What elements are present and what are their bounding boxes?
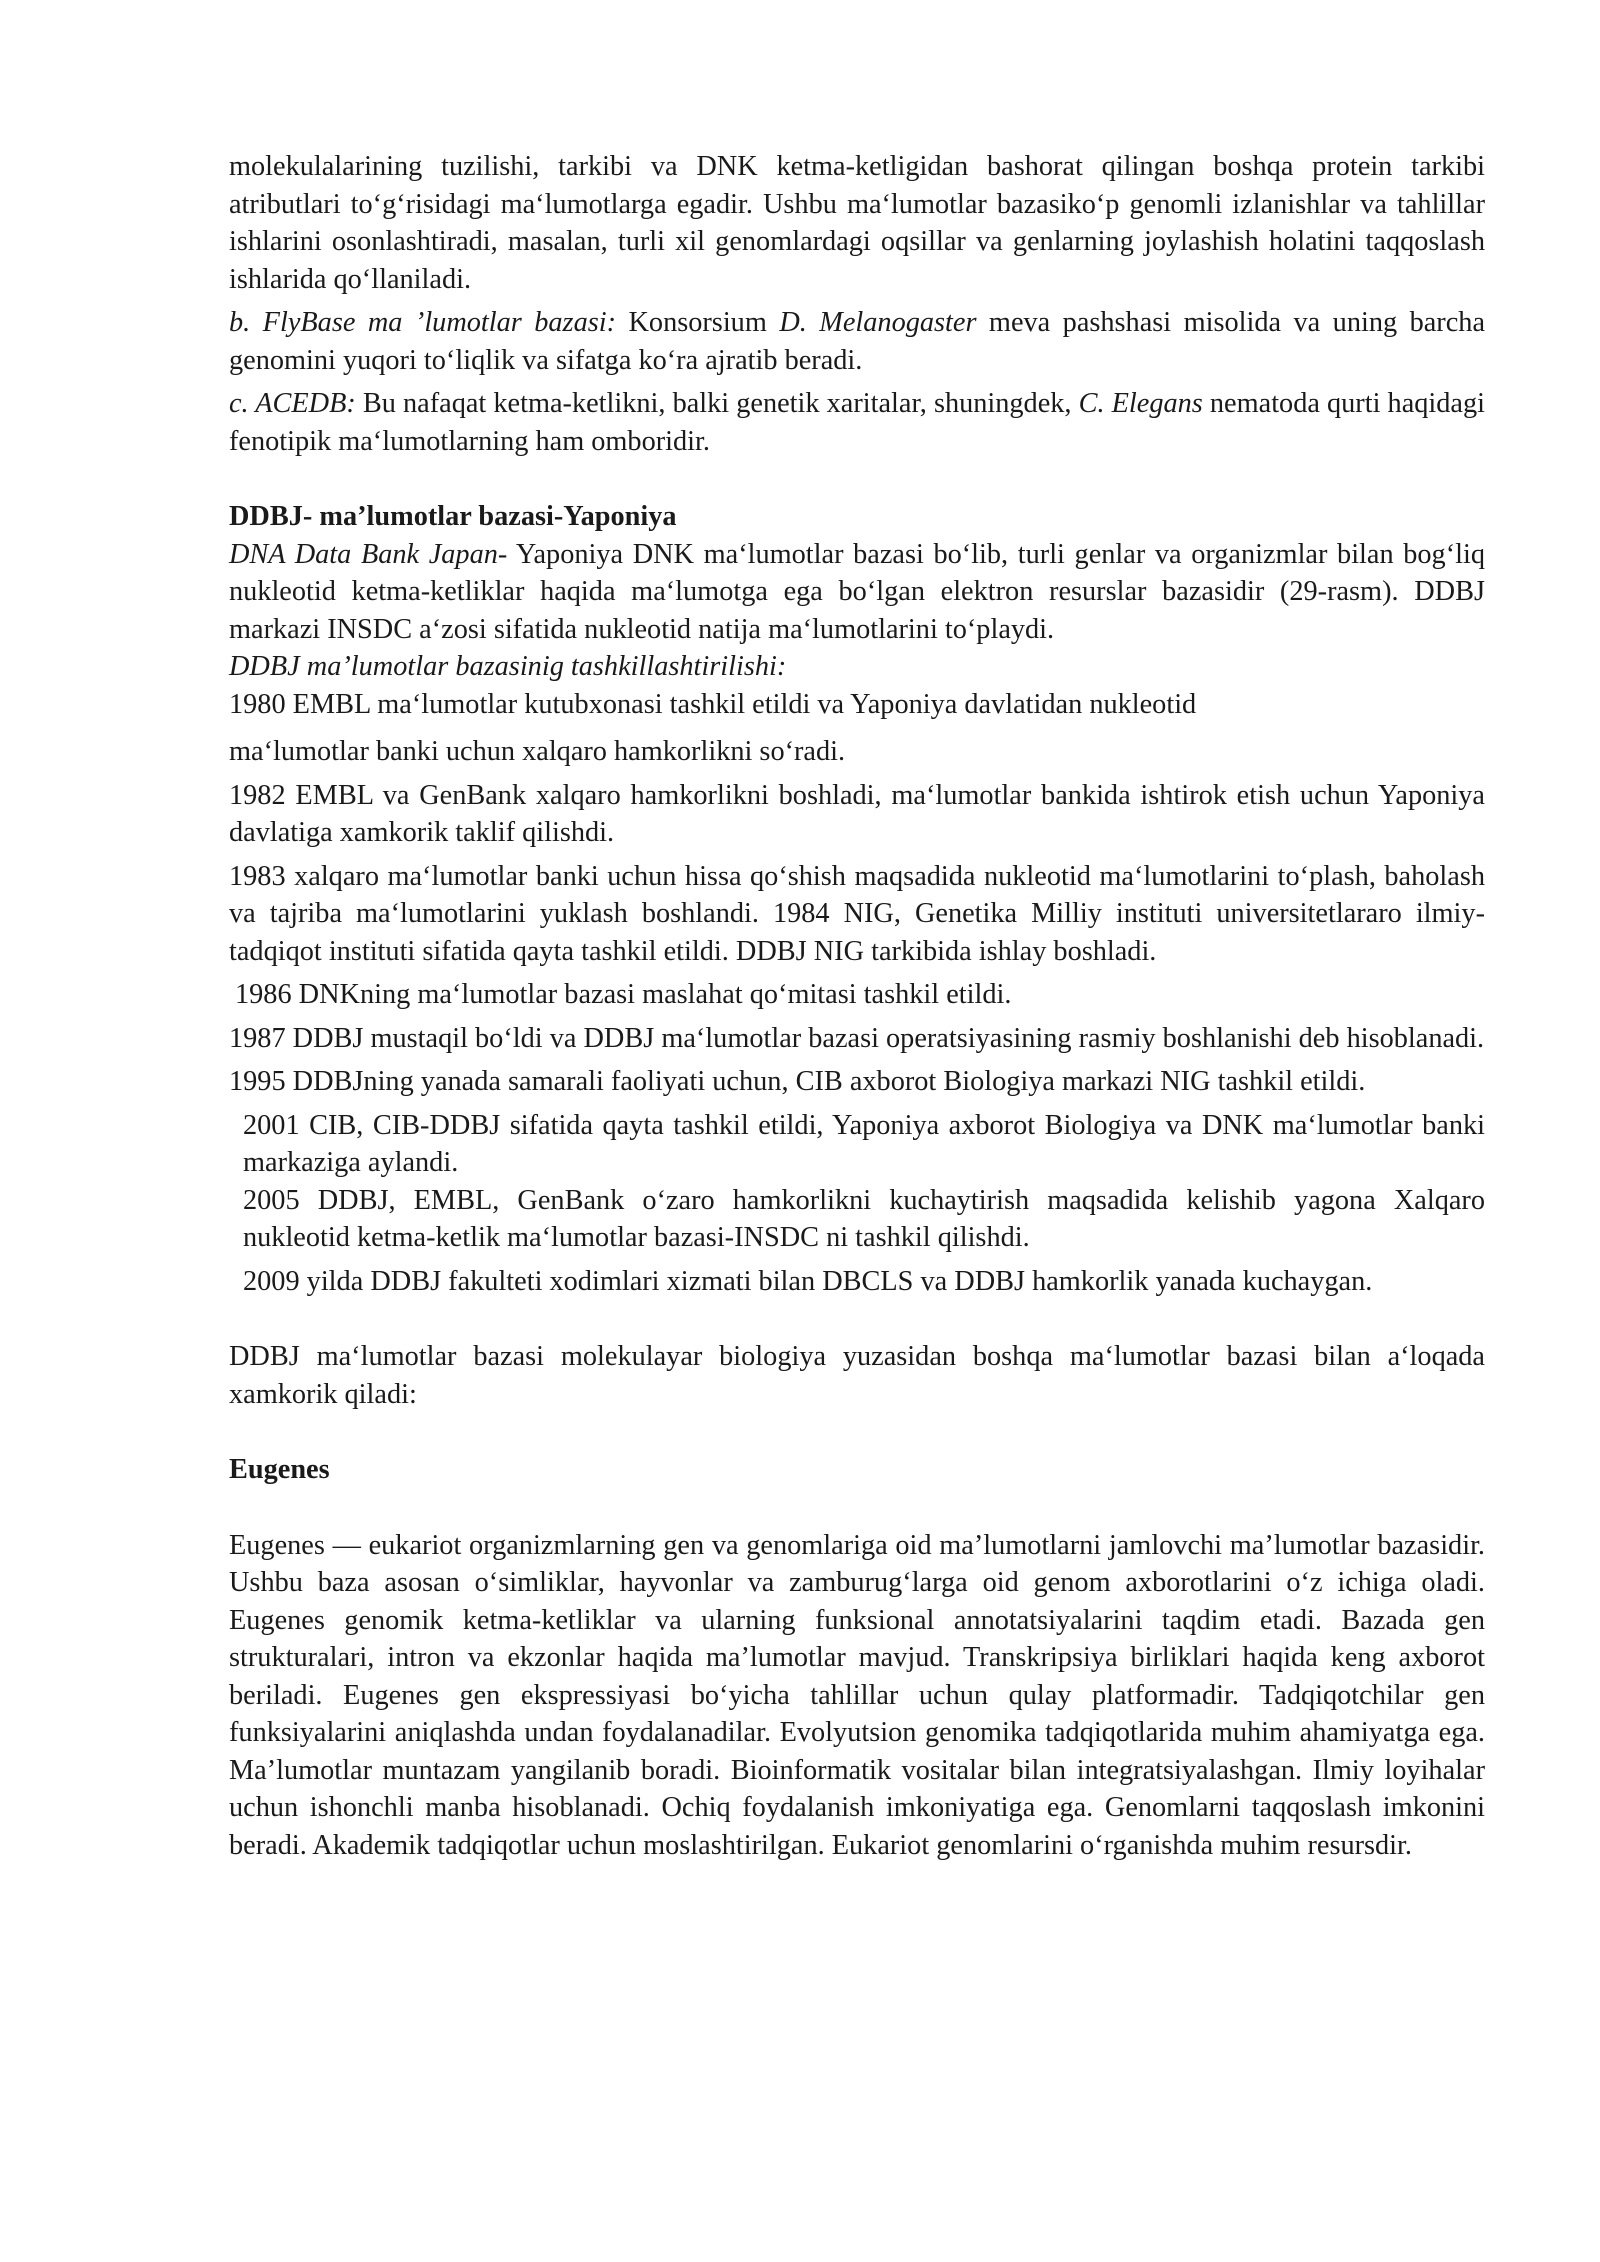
timeline-1980-line2: ma‘lumotlar banki uchun xalqaro hamkorlikni so‘radi. bbox=[229, 736, 846, 767]
flybase-species: D. Melanogaster bbox=[779, 307, 977, 338]
paragraph-acedb bbox=[229, 385, 1485, 460]
ddbj-intro-name: DNA Data Bank Japan- bbox=[229, 538, 508, 570]
timeline-2001: 2001 CIB, CIB-DDBJ sifatida qayta tashkil etildi, Yaponiya axborot Biologiya va DNK ma‘lumotlar banki markaziga aylandi. bbox=[243, 1109, 1485, 1178]
acedb-label: c. ACEDB: bbox=[229, 388, 356, 419]
ddbj-heading: DDBJ- ma’lumotlar bazasi-Yaponiya bbox=[229, 501, 677, 532]
timeline-1986: 1986 DNKning ma‘lumotlar bazasi maslahat qo‘mitasi tashkil etildi. bbox=[235, 979, 1012, 1010]
timeline-1980-line1: 1980 EMBL ma‘lumotlar kutubxonasi tashkil etildi va Yaponiya davlatidan nukleotid bbox=[229, 688, 1197, 720]
ddbj-subheading: DDBJ ma’lumotlar bazasinig tashkillashtirilishi: bbox=[229, 651, 787, 682]
flybase-label: b. FlyBase ma ’lumotlar bazasi: bbox=[229, 307, 617, 338]
ddbj-intro bbox=[229, 536, 1485, 649]
ddbj-intro-text: Yaponiya DNK ma‘lumotlar bazasi bo‘lib, turli genlar va organizmlar bilan bog‘liq nukleotid ketma-ketliklar haqida ma‘lumotga ega bo‘lgan elektron resurslar bazasidir (29-rasm). DDBJ markazi INSDC a‘zosi sifatida nukleotid natija ma‘lumotlarini to‘playdi. bbox=[229, 538, 1485, 645]
paragraph-flybase bbox=[229, 304, 1485, 379]
acedb-species: C. Elegans bbox=[1078, 388, 1203, 419]
timeline-1983: 1983 xalqaro ma‘lumotlar banki uchun hissa qo‘shish maqsadida nukleotid ma‘lumotlarini to‘plash, baholash va tajriba ma‘lumotlarini yuklash boshlandi. 1984 NIG, Genetika Milliy instituti universitetlararo ilmiy-tadqiqot instituti sifatida qayta tashkil etildi. DDBJ NIG tarkibida ishlay boshladi. bbox=[229, 860, 1485, 967]
acedb-text-b: nematoda qurti haqidagi fenotipik ma‘lumotlarning ham omboridir. bbox=[229, 388, 1485, 457]
timeline-1995: 1995 DDBJning yanada samarali faoliyati uchun, CIB axborot Biologiya markazi NIG tashkil etildi. bbox=[229, 1066, 1366, 1097]
flybase-text-a: Konsorsium bbox=[616, 307, 780, 338]
timeline-2009: 2009 yilda DDBJ fakulteti xodimlari xizmati bilan DBCLS va DDBJ hamkorlik yanada kuchaygan. bbox=[243, 1265, 1373, 1297]
document-page bbox=[229, 148, 1485, 1864]
timeline-1982: 1982 EMBL va GenBank xalqaro hamkorlikni boshladi, ma‘lumotlar bankida ishtirok etish uchun Yaponiya davlatiga xamkorik taklif qilishdi. bbox=[229, 779, 1485, 848]
ddbj-collaboration: DDBJ ma‘lumotlar bazasi molekulayar biologiya yuzasidan boshqa ma‘lumotlar bazasi bilan a‘loqada xamkorik qiladi: bbox=[229, 1341, 1485, 1410]
timeline-1987: 1987 DDBJ mustaqil bo‘ldi va DDBJ ma‘lumotlar bazasi operatsiyasining rasmiy boshlanishi deb hisoblanadi. bbox=[229, 1022, 1485, 1054]
flybase-text-b: meva pashshasi misolida va uning barcha genomini yuqori to‘liqlik va sifatga ko‘ra ajratib beradi. bbox=[229, 307, 1486, 376]
paragraph-protein-attributes: molekulalarining tuzilishi, tarkibi va DNK ketma-ketligidan bashorat qilingan boshqa protein tarkibi atributlari to‘g‘risidagi ma‘lumotlarga egadir. Ushbu ma‘lumotlar bazasiko‘p genomli izlanishlar va tahlillar ishlarini osonlashtiradi, masalan, turli xil genomlardagi oqsillar va genlarning joylashish holatini taqqoslash ishlarida qo‘llaniladi. bbox=[229, 151, 1485, 295]
eugenes-body: Eugenes — eukariot organizmlarning gen va genomlariga oid ma’lumotlarni jamlovchi ma’lumotlar bazasidir. Ushbu baza asosan o‘simliklar, hayvonlar va zamburug‘larga oid genom axborotlarini o‘z ichiga oladi. Eugenes genomik ketma-ketliklar va ularning funksional annotatsiyalarini taqdim etadi. Bazada gen strukturalari, intron va ekzonlar haqida ma’lumotlar mavjud. Transkripsiya birliklari haqida keng axborot beriladi. Eugenes gen ekspressiyasi bo‘yicha tahlillar uchun qulay platformadir. Tadqiqotchilar gen funksiyalarini aniqlashda undan foydalanadilar. Evolyutsion genomika tadqiqotlarida muhim ahamiyatga ega. Ma’lumotlar muntazam yangilanib boradi. Bioinformatik vositalar bilan integratsiyalashgan. Ilmiy loyihalar uchun ishonchli manba hisoblanadi. Ochiq foydalanish imkoniyatiga ega. Genomlarni taqqoslash imkonini beradi. Akademik tadqiqotlar uchun moslashtirilgan. Eukariot genomlarini o‘rganishda muhim resursdir. bbox=[229, 1529, 1485, 1861]
timeline-2005: 2005 DDBJ, EMBL, GenBank o‘zaro hamkorlikni kuchaytirish maqsadida kelishib yagona Xalqaro nukleotid ketma-ketlik ma‘lumotlar bazasi-INSDC ni tashkil qilishdi. bbox=[243, 1184, 1485, 1253]
eugenes-heading: Eugenes bbox=[229, 1454, 330, 1485]
acedb-text-a: Bu nafaqat ketma-ketlikni, balki genetik xaritalar, shuningdek, bbox=[355, 388, 1079, 419]
